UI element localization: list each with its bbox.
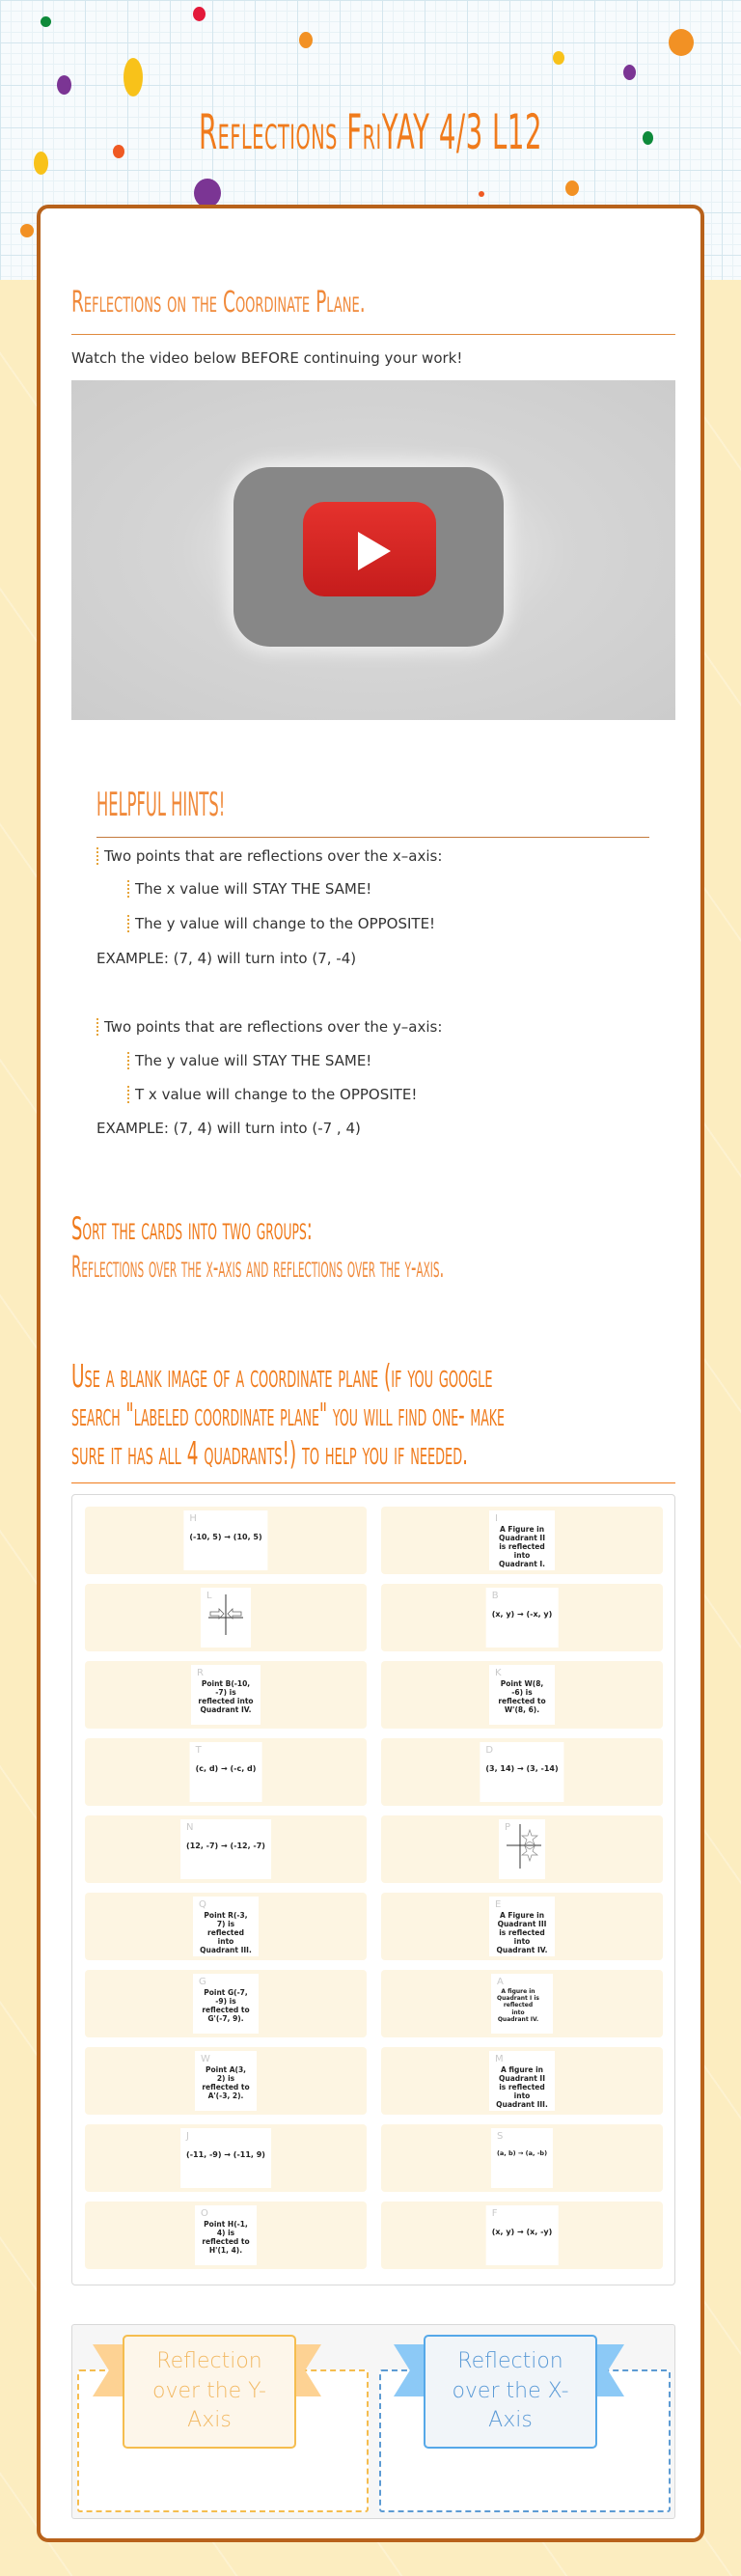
heading-divider [71, 334, 675, 335]
hints-divider [96, 837, 649, 838]
page-title: Reflections FriYAY 4/3 L12 [199, 104, 542, 160]
card-letter: F [491, 2208, 498, 2219]
paint-splat-decoration [623, 65, 636, 80]
section-heading-helpful-hints: HELPFUL HINTS! [96, 786, 226, 824]
card-letter: K [495, 1668, 502, 1678]
sort-card[interactable] [381, 1507, 663, 1574]
card-letter: Q [199, 1899, 206, 1910]
hint-x-axis-example: EXAMPLE: (7, 4) will turn into (7, -4) [96, 950, 357, 967]
sort-card[interactable] [381, 1893, 663, 1960]
card-letter: E [495, 1899, 502, 1910]
card-text: (a, b) → (a, -b) [496, 2149, 548, 2157]
card-letter: S [496, 2131, 504, 2142]
hint-y-axis-example: EXAMPLE: (7, 4) will turn into (-7 , 4) [96, 1120, 361, 1137]
card-text: (12, -7) → (-12, -7) [186, 1842, 265, 1850]
card-letter: G [199, 1977, 206, 1987]
sort-card[interactable] [381, 1738, 663, 1806]
card-letter: M [495, 2054, 504, 2064]
category-label-x-axis: Reflection over the X-Axis [424, 2335, 597, 2449]
card-letter: J [186, 2131, 189, 2142]
card-letter: L [206, 1591, 212, 1601]
sort-card[interactable] [381, 2202, 663, 2269]
sort-card[interactable] [381, 2124, 663, 2192]
card-letter: B [491, 1591, 499, 1601]
paint-splat-decoration [34, 152, 48, 175]
card-text: Point H(-1, 4) is reflected to H'(1, 4). [202, 2220, 250, 2255]
sort-card[interactable] [381, 1661, 663, 1729]
card-text: A figure in Quadrant II is reflected into Quadrant III. [496, 2065, 548, 2109]
sort-card[interactable] [85, 1507, 367, 1574]
sort-card[interactable] [85, 1661, 367, 1729]
sort-instruction-line-2: search "labeled coordinate plane" you will find one- make [71, 1396, 505, 1433]
paint-splat-decoration [41, 16, 51, 27]
sort-card[interactable] [381, 1970, 663, 2037]
card-text: (-10, 5) → (10, 5) [189, 1533, 262, 1541]
hint-y-axis-title: Two points that are reflections over the y–axis: [96, 1018, 442, 1036]
coordinate-graph-arrow-icon [206, 1593, 245, 1635]
card-bank [71, 1494, 675, 2285]
sort-card[interactable] [85, 1815, 367, 1883]
card-text: A Figure in Quadrant II is reflected into Quadrant I. [498, 1525, 546, 1568]
hint-x-axis-rule-2: The y value will change to the OPPOSITE! [127, 915, 435, 932]
sort-subheading: Reflections over the x-axis and reflections over the y-axis. [71, 1251, 445, 1285]
sort-card[interactable] [85, 2202, 367, 2269]
hint-x-axis-title: Two points that are reflections over the x–axis: [96, 847, 442, 865]
sort-instruction-line-3: sure it has all 4 quadrants!) to help you if needed. [71, 1434, 468, 1472]
main-content-card [37, 205, 704, 2542]
paint-splat-decoration [194, 179, 221, 208]
card-text: (-11, -9) → (-11, 9) [186, 2150, 265, 2159]
card-letter: N [186, 1822, 194, 1833]
sort-card[interactable] [381, 1584, 663, 1651]
hint-x-axis-rule-1: The x value will STAY THE SAME! [127, 880, 371, 898]
card-text: Point B(-10, -7) is reflected into Quadrant IV. [198, 1679, 254, 1714]
card-text: A Figure in Quadrant III is reflected into Quadrant IV. [496, 1911, 548, 1954]
sort-card[interactable] [85, 2124, 367, 2192]
card-letter: T [195, 1745, 202, 1756]
card-text: (3, 14) → (3, -14) [485, 1764, 559, 1773]
card-text: Point W(8, -6) is reflected to W'(8, 6). [498, 1679, 546, 1714]
paint-splat-decoration [565, 180, 579, 196]
sort-divider [71, 1482, 675, 1483]
card-text: A figure in Quadrant I is reflected into Quadrant IV. [497, 1988, 539, 2023]
sorting-drop-area [71, 2324, 675, 2519]
sort-card[interactable] [85, 1584, 367, 1651]
sort-instruction-line-1: Use a blank image of a coordinate plane (if you google [71, 1357, 493, 1395]
card-text: Point R(-3, 7) is reflected into Quadrant III. [200, 1911, 252, 1954]
paint-splat-decoration [299, 32, 313, 48]
card-letter: I [495, 1513, 498, 1524]
card-letter: P [505, 1822, 511, 1833]
card-text: Point A(3, 2) is reflected to A'(-3, 2). [202, 2065, 250, 2100]
sort-card[interactable] [381, 1815, 663, 1883]
sort-card[interactable] [381, 2047, 663, 2115]
category-label-y-axis: Reflection over the Y-Axis [123, 2335, 296, 2449]
paint-splat-decoration [20, 224, 34, 237]
card-text: (c, d) → (-c, d) [195, 1764, 257, 1773]
paint-splat-decoration [124, 58, 143, 97]
paint-splat-decoration [643, 131, 653, 145]
card-letter: D [485, 1745, 494, 1756]
card-letter: O [201, 2208, 208, 2219]
sort-card[interactable] [85, 1738, 367, 1806]
paint-splat-decoration [113, 145, 124, 158]
card-text: (x, y) → (-x, y) [491, 1610, 553, 1619]
card-letter: R [197, 1668, 204, 1678]
sort-card[interactable] [85, 1893, 367, 1960]
youtube-video-player[interactable] [71, 380, 675, 720]
paint-splat-decoration [57, 75, 71, 95]
sort-card[interactable] [85, 1970, 367, 2037]
card-text: Point G(-7, -9) is reflected to G'(-7, 9). [202, 1988, 250, 2023]
card-letter: W [201, 2054, 210, 2064]
hint-y-axis-rule-1: The y value will STAY THE SAME! [127, 1052, 371, 1069]
card-letter: A [497, 1977, 504, 1987]
paint-splat-decoration [553, 51, 564, 65]
sort-card[interactable] [85, 2047, 367, 2115]
section-heading-reflections: Reflections on the Coordinate Plane. [71, 286, 366, 319]
card-letter: H [189, 1513, 197, 1524]
video-instruction: Watch the video below BEFORE continuing your work! [71, 349, 463, 367]
paint-splat-decoration [479, 191, 484, 197]
hint-y-axis-rule-2: T x value will change to the OPPOSITE! [127, 1086, 417, 1103]
paint-splat-decoration [669, 29, 694, 56]
paint-splat-decoration [193, 7, 206, 21]
sort-heading: Sort the cards into two groups: [71, 1210, 313, 1247]
card-text: (x, y) → (x, -y) [491, 2228, 553, 2236]
play-icon [358, 532, 391, 570]
